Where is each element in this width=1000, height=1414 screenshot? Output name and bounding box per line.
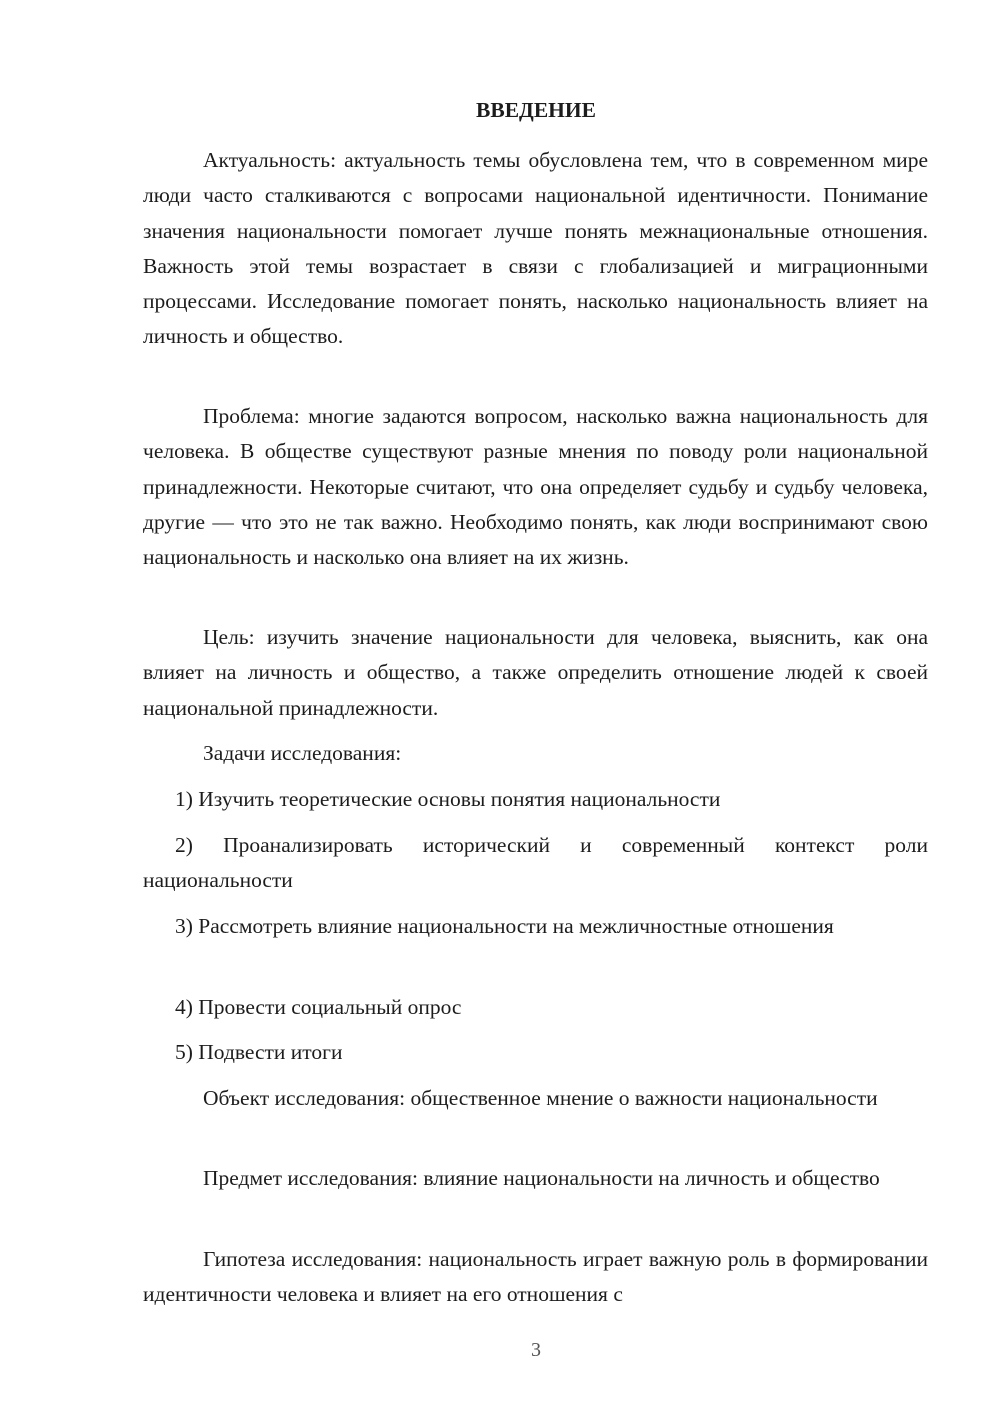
object-paragraph: Объект исследования: общественное мнение о важности национальности — [203, 1086, 878, 1110]
tasks-title: Задачи исследования: — [203, 741, 402, 765]
section-heading: ВВЕДЕНИЕ — [476, 98, 596, 122]
task-item-2: 2) Проанализировать исторический и современный контекст роли национальности — [143, 833, 928, 893]
task-item-5: 5) Подвести итоги — [175, 1040, 343, 1064]
task-item-3: 3) Рассмотреть влияние национальности на межличностные отношения — [175, 914, 834, 938]
hypothesis-paragraph: Гипотеза исследования: национальность играет важную роль в формировании идентичности человека и влияет на его отношения с — [143, 1247, 928, 1307]
page-number: 3 — [531, 1339, 541, 1361]
task-item-1: 1) Изучить теоретические основы понятия национальности — [175, 787, 721, 811]
goal-paragraph: Цель: изучить значение национальности для человека, выяснить, как она влияет на личность и общество, а также определить отношение людей к своей национальной принадлежности. — [143, 625, 928, 720]
problem-paragraph: Проблема: многие задаются вопросом, насколько важна национальность для человека. В обществе существуют разные мнения по поводу роли национальной принадлежности. Некоторые считают, что она определяет судьбу и судьбу человека, другие — что это не так важно. Необходимо понять, как люди воспринимают свою национальность и насколько она влияет на их жизнь. — [143, 404, 928, 570]
task-item-4: 4) Провести социальный опрос — [175, 995, 462, 1019]
relevance-paragraph: Актуальность: актуальность темы обусловлена тем, что в современном мире люди часто сталкиваются с вопросами национальной идентичности. Понимание значения национальности помогает лучше понять межнациональные отношения. Важность этой темы возрастает в связи с глобализацией и миграционными процессами. Исследование помогает понять, насколько национальность влияет на личность и общество. — [143, 148, 928, 349]
subject-paragraph: Предмет исследования: влияние национальности на личность и общество — [203, 1166, 880, 1190]
